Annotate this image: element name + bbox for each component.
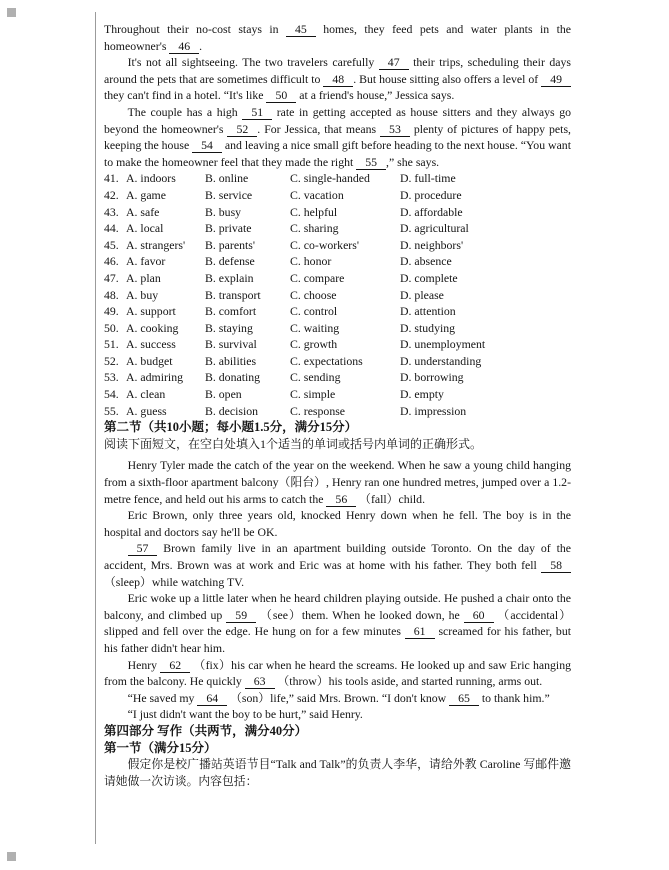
blank-47: 47 bbox=[379, 55, 409, 70]
option-cell-a bbox=[104, 386, 205, 403]
option-b: B. comfort bbox=[205, 304, 257, 319]
passage-paragraph: Henry Tyler made the catch of the year on the weekend. When he saw a young child hanging from a sixth-floor apartment balcony（阳台）, Henry ran one hundred metres, jumped over a 1.2-metre fence, and held out his arms to catch the 56 （fall）child. bbox=[104, 458, 571, 506]
option-d: D. borrowing bbox=[400, 370, 464, 385]
option-row-51 bbox=[104, 336, 571, 353]
question-number: 46. bbox=[104, 254, 119, 269]
option-a: A. plan bbox=[126, 270, 161, 285]
question-number: 51. bbox=[104, 337, 119, 352]
option-b: B. decision bbox=[205, 403, 259, 418]
option-row-42 bbox=[104, 187, 571, 204]
option-a: A. cooking bbox=[126, 320, 179, 335]
part4-heading: 第四部分 写作（共两节，满分40分） bbox=[104, 723, 308, 738]
option-c: C. growth bbox=[290, 337, 338, 352]
blank-62: 62 bbox=[160, 658, 190, 673]
option-c: C. control bbox=[290, 304, 338, 319]
option-cell-a bbox=[104, 303, 205, 320]
question-number: 49. bbox=[104, 304, 119, 319]
blank-65: 65 bbox=[449, 691, 479, 706]
option-c: C. compare bbox=[290, 270, 345, 285]
option-a: A. success bbox=[126, 337, 176, 352]
blank-56: 56 bbox=[326, 492, 356, 507]
blank-63: 63 bbox=[245, 674, 275, 689]
question-number: 41. bbox=[104, 171, 119, 186]
option-c: C. honor bbox=[290, 254, 332, 269]
option-cell-a bbox=[104, 336, 205, 353]
grammar-fill-passage bbox=[104, 457, 571, 723]
option-d: D. complete bbox=[400, 270, 458, 285]
scan-corner-mark-top bbox=[7, 8, 16, 17]
passage-paragraph: Henry 62 （fix）his car when he heard the screams. He looked up and saw Eric hanging from the balcony. He quickly 63 （throw）his tools aside, and started running, arms out. bbox=[104, 657, 571, 689]
option-b: B. defense bbox=[205, 254, 255, 269]
cloze-passage bbox=[104, 21, 571, 170]
option-c: C. helpful bbox=[290, 204, 338, 219]
option-d: D. agricultural bbox=[400, 221, 469, 236]
option-a: A. budget bbox=[126, 353, 173, 368]
option-a: A. guess bbox=[126, 403, 167, 418]
option-row-44 bbox=[104, 220, 571, 237]
blank-50: 50 bbox=[266, 88, 296, 103]
cloze-options-table bbox=[104, 170, 571, 419]
option-c: C. expectations bbox=[290, 353, 363, 368]
option-a: A. buy bbox=[126, 287, 159, 302]
option-c: C. co-workers' bbox=[290, 237, 359, 252]
option-b: B. staying bbox=[205, 320, 253, 335]
blank-57: 57 bbox=[128, 541, 158, 556]
option-d: D. full-time bbox=[400, 171, 456, 186]
question-number: 52. bbox=[104, 353, 119, 368]
passage-paragraph: Eric woke up a little later when he heard children playing outside. He pushed a chair onto the balcony, and climbed up 59 （see）them. When he looked down, he 60 （accidental）slipped and fell over the edge. He hung on for a few minutes 61 screamed for his father, but his father didn't hear him. bbox=[104, 591, 571, 655]
blank-52: 52 bbox=[227, 122, 257, 137]
blank-53: 53 bbox=[380, 122, 410, 137]
passage-paragraph: 57 Brown family live in an apartment building outside Toronto. On the day of the accident, Mrs. Brown was at work and Eric was at home with his father. They both fell 58 （sleep）while watching TV. bbox=[104, 541, 571, 589]
option-row-55 bbox=[104, 403, 571, 420]
option-b: B. donating bbox=[205, 370, 261, 385]
option-d: D. absence bbox=[400, 254, 452, 269]
option-d: D. please bbox=[400, 287, 444, 302]
blank-49: 49 bbox=[541, 72, 571, 87]
option-c: C. sharing bbox=[290, 221, 339, 236]
option-row-54 bbox=[104, 386, 571, 403]
option-row-53 bbox=[104, 369, 571, 386]
option-d: D. empty bbox=[400, 387, 444, 402]
blank-46: 46 bbox=[169, 39, 199, 54]
scan-corner-mark-bottom bbox=[7, 852, 16, 861]
option-d: D. neighbors' bbox=[400, 237, 464, 252]
question-number: 47. bbox=[104, 270, 119, 285]
option-row-49 bbox=[104, 303, 571, 320]
option-a: A. strangers' bbox=[126, 237, 186, 252]
option-c: C. simple bbox=[290, 387, 336, 402]
blank-51: 51 bbox=[242, 105, 272, 120]
option-b: B. parents' bbox=[205, 237, 255, 252]
option-row-47 bbox=[104, 270, 571, 287]
option-cell-a bbox=[104, 220, 205, 237]
blank-60: 60 bbox=[464, 608, 494, 623]
option-b: B. explain bbox=[205, 270, 254, 285]
section2-heading: 第二节（共10小题；每小题1.5分，满分15分） bbox=[104, 420, 358, 435]
option-a: A. safe bbox=[126, 204, 160, 219]
option-b: B. open bbox=[205, 387, 242, 402]
part4-section1-heading: 第一节（满分15分） bbox=[104, 740, 217, 755]
option-a: A. clean bbox=[126, 387, 166, 402]
blank-55: 55 bbox=[356, 155, 386, 170]
option-cell-a bbox=[104, 170, 205, 187]
option-c: C. sending bbox=[290, 370, 341, 385]
option-b: B. online bbox=[205, 171, 249, 186]
option-d: D. studying bbox=[400, 320, 456, 335]
option-d: D. understanding bbox=[400, 353, 482, 368]
question-number: 45. bbox=[104, 237, 119, 252]
option-a: A. indoors bbox=[126, 171, 176, 186]
option-b: B. survival bbox=[205, 337, 257, 352]
option-row-41 bbox=[104, 170, 571, 187]
option-cell-a bbox=[104, 320, 205, 337]
option-cell-a bbox=[104, 353, 205, 370]
passage-paragraph: Eric Brown, only three years old, knocked Henry down when he fell. The boy is in the hospital and doctors say he'll be OK. bbox=[104, 508, 571, 539]
option-d: D. affordable bbox=[400, 204, 463, 219]
option-a: A. admiring bbox=[126, 370, 184, 385]
blank-61: 61 bbox=[405, 624, 435, 639]
question-number: 43. bbox=[104, 204, 119, 219]
option-b: B. abilities bbox=[205, 353, 257, 368]
question-number: 44. bbox=[104, 221, 119, 236]
blank-54: 54 bbox=[192, 138, 222, 153]
page-content bbox=[104, 21, 571, 789]
question-number: 50. bbox=[104, 320, 119, 335]
option-c: C. choose bbox=[290, 287, 337, 302]
passage-paragraph: The couple has a high 51 rate in getting accepted as house sitters and they always go beyond the homeowner's 52 . For Jessica, that means 53 plenty of pictures of happy pets, keeping the house 54 and leaving a nice small gift before heading to the next house. “You want to make the homeowner feel that they made the right 55 ,” she says. bbox=[104, 104, 571, 169]
section2-instructions: 阅读下面短文，在空白处填入1个适当的单词或括号内单词的正确形式。 bbox=[104, 436, 483, 451]
option-d: D. impression bbox=[400, 403, 467, 418]
option-a: A. local bbox=[126, 221, 164, 236]
option-b: B. service bbox=[205, 187, 253, 202]
option-c: C. single-handed bbox=[290, 171, 370, 186]
question-number: 42. bbox=[104, 187, 119, 202]
option-cell-a bbox=[104, 204, 205, 221]
option-b: B. transport bbox=[205, 287, 261, 302]
blank-58: 58 bbox=[541, 558, 571, 573]
option-row-43 bbox=[104, 204, 571, 221]
question-number: 54. bbox=[104, 387, 119, 402]
passage-paragraph: “I just didn't want the boy to be hurt,” said Henry. bbox=[127, 707, 363, 722]
option-c: C. response bbox=[290, 403, 346, 418]
option-row-46 bbox=[104, 253, 571, 270]
option-d: D. unemployment bbox=[400, 337, 486, 352]
blank-59: 59 bbox=[226, 608, 256, 623]
option-c: C. vacation bbox=[290, 187, 344, 202]
option-cell-a bbox=[104, 287, 205, 304]
option-cell-a bbox=[104, 403, 205, 420]
option-cell-a bbox=[104, 237, 205, 254]
option-a: A. game bbox=[126, 187, 166, 202]
option-b: B. private bbox=[205, 221, 252, 236]
option-c: C. waiting bbox=[290, 320, 340, 335]
option-d: D. attention bbox=[400, 304, 456, 319]
option-row-52 bbox=[104, 353, 571, 370]
writing-task-intro: 假定你是校广播站英语节目“Talk and Talk”的负责人李华，请给外教 Caroline 写邮件邀请她做一次访谈。内容包括： bbox=[104, 757, 571, 788]
option-row-50 bbox=[104, 320, 571, 337]
page-margin-line bbox=[95, 12, 96, 844]
option-b: B. busy bbox=[205, 204, 242, 219]
blank-64: 64 bbox=[197, 691, 227, 706]
question-number: 53. bbox=[104, 370, 119, 385]
option-row-45 bbox=[104, 237, 571, 254]
option-cell-a bbox=[104, 253, 205, 270]
option-cell-a bbox=[104, 270, 205, 287]
option-d: D. procedure bbox=[400, 187, 462, 202]
option-a: A. favor bbox=[126, 254, 166, 269]
option-cell-a bbox=[104, 187, 205, 204]
option-a: A. support bbox=[126, 304, 176, 319]
blank-45: 45 bbox=[286, 22, 316, 37]
passage-paragraph: Throughout their no-cost stays in 45 homes, they feed pets and water plants in the homeowner's 46 . bbox=[104, 22, 571, 53]
option-row-48 bbox=[104, 287, 571, 304]
option-cell-a bbox=[104, 369, 205, 386]
passage-paragraph: “He saved my 64 （son）life,” said Mrs. Brown. “I don't know 65 to thank him.” bbox=[127, 690, 550, 705]
question-number: 55. bbox=[104, 403, 119, 418]
question-number: 48. bbox=[104, 287, 119, 302]
blank-48: 48 bbox=[323, 72, 353, 87]
passage-paragraph: It's not all sightseeing. The two travelers carefully 47 their trips, scheduling their days around the pets that are sometimes difficult to 48 . But house sitting also offers a level of 49 they can't find in a hotel. “It's like 50 at a friend's house,” Jessica says. bbox=[104, 55, 572, 103]
